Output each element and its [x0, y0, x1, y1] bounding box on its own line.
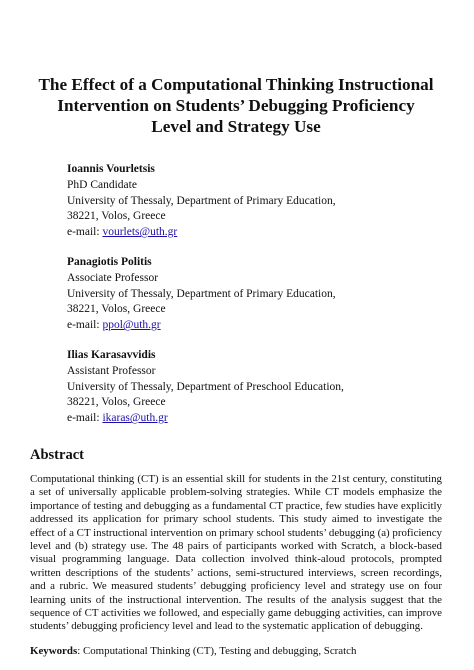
author-block: [67, 348, 442, 427]
author-name: Ioannis Vourletsis: [67, 163, 155, 175]
author-block: [67, 255, 442, 334]
author-affiliation: University of Thessaly, Department of Preschool Education,: [67, 380, 344, 393]
author-email-link[interactable]: ppol@uth.gr: [102, 319, 161, 332]
keywords-line: [30, 645, 442, 658]
author-email-line: [67, 318, 442, 334]
author-name: Panagiotis Politis: [67, 255, 152, 268]
author-affiliation: University of Thessaly, Department of Primary Education,: [67, 194, 336, 207]
author-list: [67, 162, 442, 427]
email-label: e-mail:: [67, 226, 103, 239]
author-role: Associate Professor: [67, 271, 159, 284]
keywords-list: : Computational Thinking (CT), Testing and debugging, Scratch: [77, 644, 357, 657]
author-address: 38221, Volos, Greece: [67, 210, 166, 223]
email-label: e-mail:: [67, 412, 103, 425]
author-email-link[interactable]: vourlets@uth.gr: [102, 226, 178, 239]
author-address: 38221, Volos, Greece: [67, 396, 166, 409]
author-email-link[interactable]: ikaras@uth.gr: [102, 412, 168, 425]
author-affiliation: University of Thessaly, Department of Primary Education,: [67, 287, 336, 300]
abstract-body: Computational thinking (CT) is an essential skill for students in the 21st century, constituting a set of universally applicable problem-solving strategies. While CT models emphasize the importance of testing and debugging as a fundamental CT practice, few studies have explicitly addressed its application for primary school students. This study aimed to investigate the effect of a CT instructional intervention on primary school students’ debugging (a) proficiency level and (b) strategy use. The 48 pairs of participants worked with Scratch, a block-based visual programming language. Data collection involved think-aloud protocols, prompted written descriptions of the students’ actions, semi-structured interviews, screen recordings, and a rubric. We measured students’ debugging proficiency level and strategy use on four learning units of the instructional intervention. The results of the analysis suggest that the sequence of CT activities we followed, and especially game debugging activities, can improve students’ debugging proficiency level and lead to the systematic application of debugging.: [30, 472, 442, 633]
title-line: Level and Strategy Use: [151, 117, 321, 136]
author-role: Assistant Professor: [67, 364, 156, 377]
author-name: Ilias Karasavvidis: [67, 348, 156, 361]
title-line: Intervention on Students’ Debugging Proficiency: [57, 96, 415, 115]
paper-title: [30, 74, 442, 137]
email-label: e-mail:: [67, 319, 103, 332]
abstract-heading: Abstract: [30, 446, 84, 463]
author-address: 38221, Volos, Greece: [67, 303, 166, 316]
keywords-label: Keywords: [30, 644, 78, 657]
title-line: The Effect of a Computational Thinking Instructional: [38, 75, 434, 94]
author-block: [67, 162, 442, 241]
author-email-line: [67, 411, 442, 427]
author-role: PhD Candidate: [67, 178, 137, 191]
author-email-line: [67, 225, 442, 241]
